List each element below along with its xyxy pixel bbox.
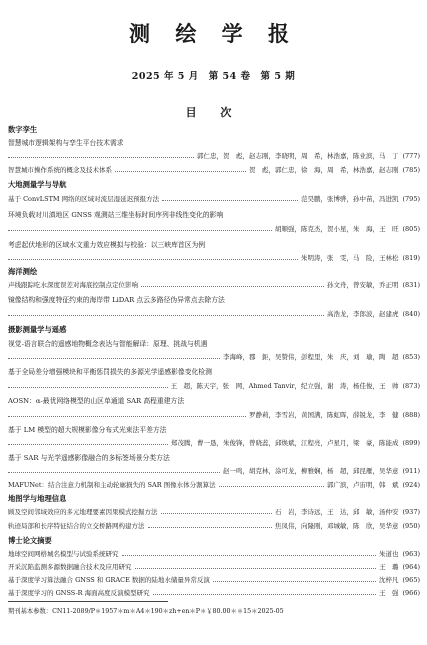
article-authors: 郭广滨，卢宙明，韩 斌 [327, 481, 399, 489]
article-page[interactable]: (795) [402, 195, 420, 203]
article-authors: 郭仁忠，贺 彪，赵志刚，李晓明，周 希，林浩嘉，陈业滨，马 丁 [197, 152, 399, 160]
section-heading: 地图学与地理信息 [8, 494, 67, 503]
issue-line: 2025 年 5 月 第 54 卷 第 5 期 [131, 71, 296, 82]
article-authors: 罗静莉，李雪岩，黄国满，陈虹晖，薛锐龙，李 健 [249, 411, 399, 419]
article-authors: 郑茂腾，曹一恳，朱俊锋，曾晓蕊，邱焕斌，江程亮，卢星月，梁 豪，陈能成 [171, 439, 399, 447]
article-authors: 沈梓凡 [379, 576, 399, 584]
article-byline [8, 466, 420, 475]
dot-leader [213, 581, 376, 582]
article-byline [8, 151, 420, 160]
article-title[interactable]: 声线跟踪吃水深度误差对海底控制点定位影响 [8, 281, 138, 289]
article-row [8, 480, 420, 489]
article-title[interactable]: 视觉-语言联合的遥感地物概念表达与智能解译：原理、挑战与机遇 [8, 340, 208, 348]
dot-leader [153, 594, 376, 595]
article-row [8, 521, 420, 530]
dot-leader [8, 444, 168, 445]
article-title[interactable]: 镜像结构和强度特征约束的海岸带 LiDAR 点云多路径伪异常点去除方法 [8, 296, 225, 304]
article-authors: 贺 彪，郭仁忠，徐 海，周 希，林浩嘉，赵志刚 [249, 166, 399, 174]
dot-leader [8, 472, 220, 473]
article-title[interactable]: 考虑起伏地形的区域水文重力效应模拟与校验：以三峡库首区为例 [8, 241, 206, 249]
article-authors: 王 超，陈天宇，张 网，Ahmed Tanvir，纪立强，谢 涛，杨佳俊，王 帅 [170, 382, 399, 390]
article-page[interactable]: (964) [402, 563, 420, 571]
dot-leader [8, 315, 324, 316]
article-title[interactable]: AOSN：α-最优网络模型的山区单通道 SAR 高程重建方法 [8, 397, 185, 405]
article-title[interactable]: MAFUNet：结合注意力机制和主动轮廓损失的 SAR 图像水体分割算法 [8, 481, 216, 489]
article-title[interactable]: 基于深度学习的 GNSS-R 海面高度反演模型研究 [8, 589, 150, 597]
article-page[interactable]: (924) [402, 481, 420, 489]
article-byline [8, 253, 420, 262]
section-heading: 摄影测量学与遥感 [8, 325, 67, 334]
article-authors: 王 璐 [379, 563, 399, 571]
article-page[interactable]: (873) [402, 382, 420, 390]
article-byline [8, 410, 420, 419]
dot-leader [8, 416, 246, 417]
article-page[interactable]: (785) [402, 166, 420, 174]
toc-heading: 目 次 [185, 106, 242, 119]
dot-leader [8, 358, 220, 359]
article-byline [8, 438, 420, 447]
article-authors: 胡顺强，陈克杰，贺小星，朱 海，王 旺 [275, 225, 399, 233]
article-title[interactable]: 基于全局差分增强模块和平衡惩罚损失的多源光学遥感影像变化检测 [8, 368, 212, 376]
article-page[interactable]: (805) [402, 225, 420, 233]
dot-leader [161, 513, 273, 514]
article-page[interactable]: (966) [402, 589, 420, 597]
footer-rule [8, 601, 168, 602]
article-page[interactable]: (963) [402, 550, 420, 558]
article-title[interactable]: 地球空间网格城名模型与试验系统研究 [8, 550, 119, 558]
article-row [8, 562, 420, 571]
article-title[interactable]: 轨迹局部和长序特征结合的立交桥路网构建方法 [8, 522, 145, 530]
article-authors: 李海峰，郡 鉅，吴赞伟，彭程里，朱 庆，刘 瑜，陶 超 [223, 353, 399, 361]
article-authors: 朱道也 [379, 550, 399, 558]
dot-leader [8, 230, 272, 231]
article-row [8, 165, 420, 174]
article-byline [8, 309, 420, 318]
article-page[interactable]: (888) [402, 411, 420, 419]
article-authors: 焦凤伟，向隆刚，邓城敏，陈 欣，吴华意 [275, 522, 399, 530]
article-page[interactable]: (853) [402, 353, 420, 361]
article-title[interactable]: 基于 ConvLSTM 网络的区域对流层湿延迟预报方法 [8, 195, 160, 203]
article-title[interactable]: 顾及空间邻域效应的多元地理要素因果模式挖掘方法 [8, 508, 158, 516]
article-page[interactable]: (965) [402, 576, 420, 584]
dot-leader [135, 568, 377, 569]
dot-leader [8, 259, 298, 260]
section-heading: 博士论文摘要 [8, 536, 52, 545]
article-row [8, 575, 420, 584]
article-page[interactable]: (840) [402, 310, 420, 318]
article-page[interactable]: (831) [402, 281, 420, 289]
article-page[interactable]: (937) [402, 508, 420, 516]
article-title[interactable]: 环境负载对川滇地区 GNSS 观测站三维坐标时间序列非线性变化的影响 [8, 211, 224, 219]
article-authors: 范昊鹏，张博骅，孙中苗，冯进凯 [301, 195, 399, 203]
dot-leader [122, 555, 377, 556]
article-title[interactable]: 智慧城市操作系统的概念及技术体系 [8, 166, 112, 174]
article-title[interactable]: 开采沉陷监测多源数据融合技术及应用研究 [8, 563, 132, 571]
dot-leader [8, 387, 168, 388]
article-authors: 石 岩，李诗远，王 达，邱 敏，汤仲安 [275, 508, 399, 516]
dot-leader [219, 486, 324, 487]
article-row [8, 507, 420, 516]
article-byline [8, 352, 420, 361]
article-row [8, 588, 420, 597]
article-authors: 赵一鸣，胡克林，涂可龙，柳雅娴，杨 超，邱昆雁，吴华意 [223, 467, 399, 475]
article-authors: 朱明涛，张 雯，马 险，王林松 [301, 254, 399, 262]
article-authors: 高浩龙，李郎波，赵建虎 [327, 310, 399, 318]
journal-parameters: 期刊基本参数：CN11-2089/P＊1957＊m＊A4＊190＊zh+en＊P＊￥80.00＊＊15＊2025-05 [8, 608, 284, 615]
section-heading: 海洋测绘 [8, 267, 38, 276]
dot-leader [141, 286, 324, 287]
article-title[interactable]: 基于 SAR 与光学遥感影像融合的多标签场景分类方法 [8, 454, 170, 462]
dot-leader [148, 527, 273, 528]
article-authors: 孙文舟，曾安敏，乔正明 [327, 281, 399, 289]
article-title[interactable]: 基于深度学习算法融合 GNSS 和 GRACE 数据的陆地水储量异常反演 [8, 576, 210, 584]
article-byline [8, 381, 420, 390]
article-authors: 王 强 [379, 589, 399, 597]
article-title[interactable]: 智慧城市逻辑架构与孪生平台技术需求 [8, 139, 124, 147]
article-page[interactable]: (950) [402, 522, 420, 530]
article-page[interactable]: (911) [402, 467, 420, 475]
article-row [8, 280, 420, 289]
dot-leader [115, 171, 246, 172]
article-row [8, 194, 420, 203]
article-page[interactable]: (819) [402, 254, 420, 262]
article-row [8, 549, 420, 558]
article-page[interactable]: (777) [402, 152, 420, 160]
article-title[interactable]: 基于 LM 模型的超大规模影像分布式光束法平差方法 [8, 426, 167, 434]
article-byline [8, 224, 420, 233]
dot-leader [162, 200, 298, 201]
dot-leader [8, 157, 194, 158]
journal-title: 测 绘 学 报 [129, 21, 298, 46]
section-heading: 大地测量学与导航 [8, 180, 67, 189]
section-heading: 数字孪生 [8, 125, 38, 134]
article-page[interactable]: (899) [402, 439, 420, 447]
